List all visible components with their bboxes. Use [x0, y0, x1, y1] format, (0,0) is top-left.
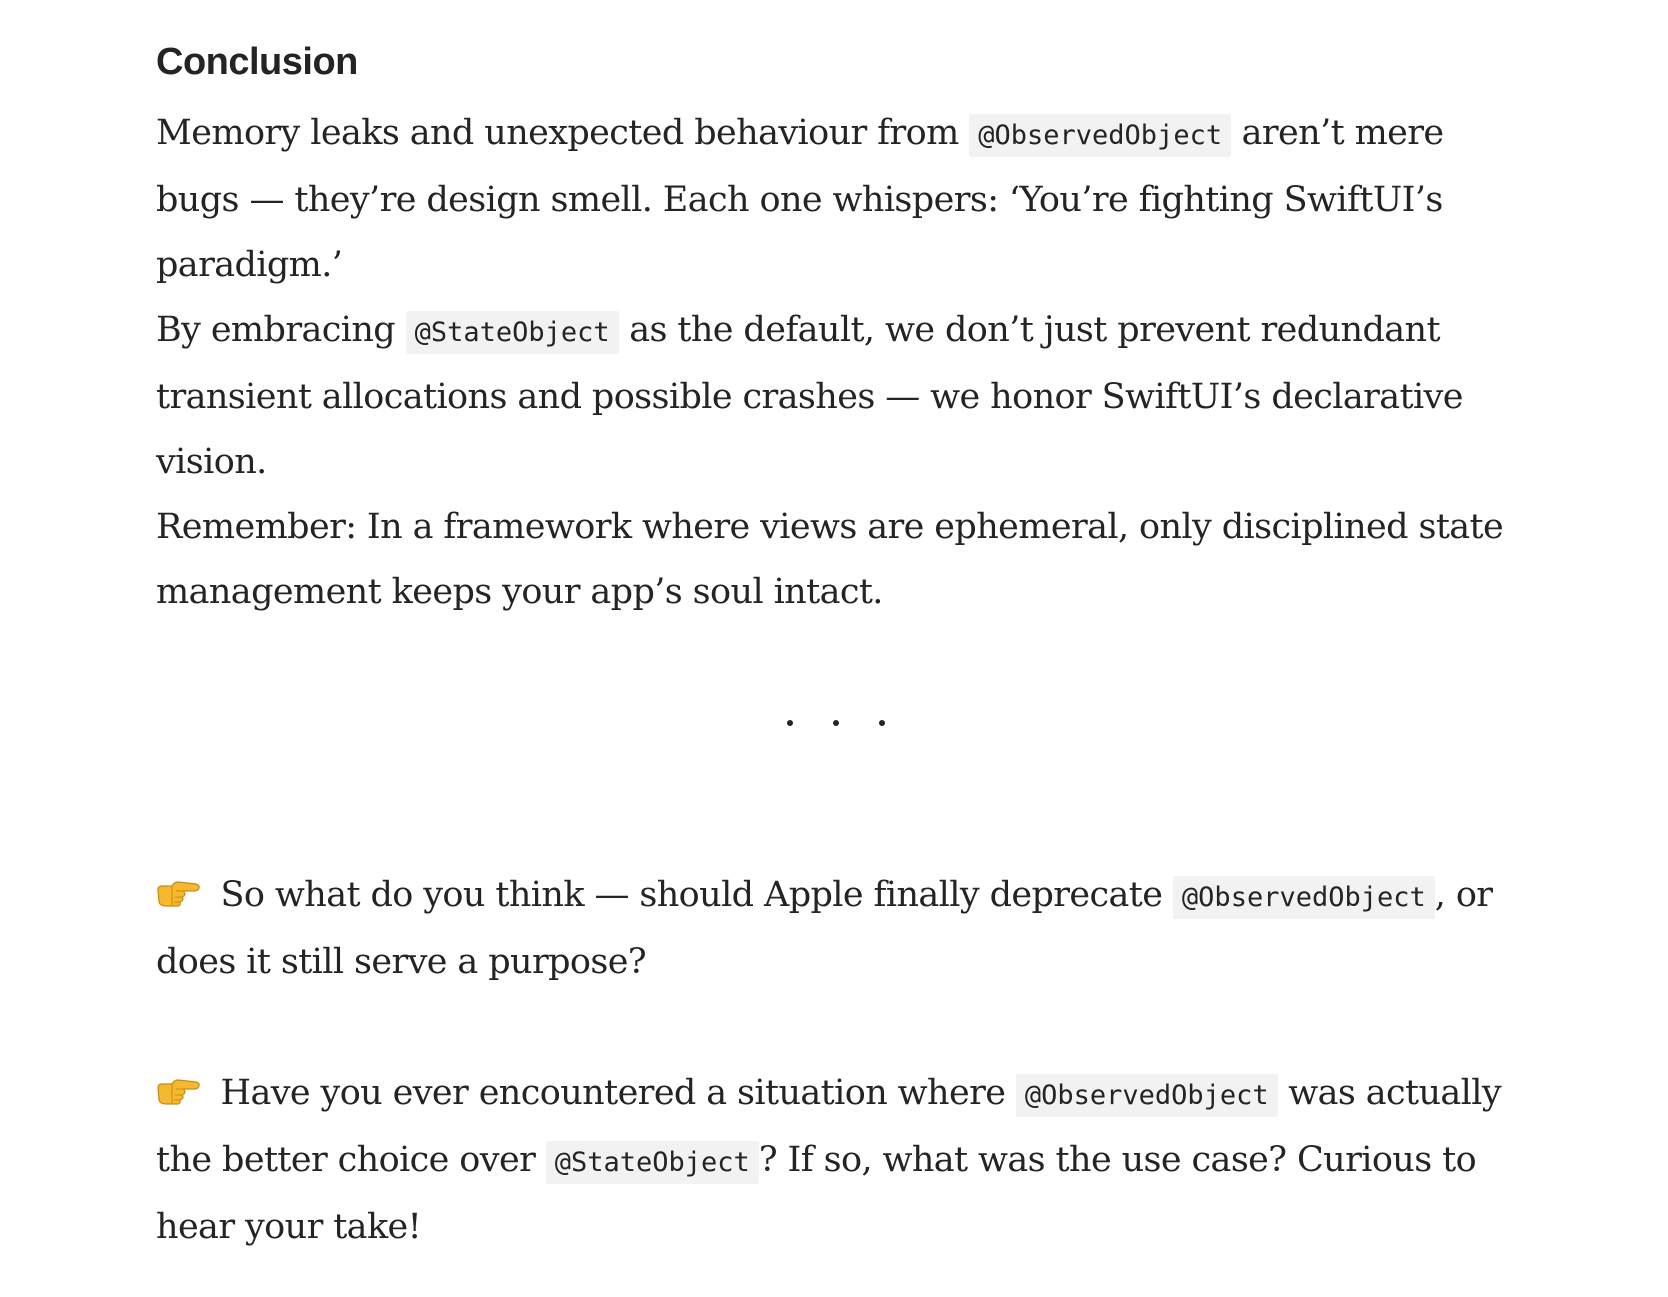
paragraph-2: [156, 298, 1516, 495]
question-1-text: So what do you think — should Apple finally deprecate: [210, 875, 1173, 915]
question-2-text: Have you ever encountered a situation where: [210, 1073, 1016, 1113]
separator-dot: [787, 720, 793, 726]
paragraph-2-text-cont: as the default, we don’t just prevent redundant transient allocations and possible crashes — we honor SwiftUI’s declarative vision.: [156, 310, 1463, 482]
question-1-text-cont: , or does it still serve a purpose?: [156, 875, 1493, 982]
separator-dot: [833, 720, 839, 726]
question-2-text-mid: was actually the better choice over: [156, 1073, 1502, 1180]
paragraph-1-text-cont: aren’t mere bugs — they’re design smell. Each one whispers: ‘You’re fighting SwiftUI’s paradigm.’: [156, 113, 1444, 285]
inline-code-observedobject: @ObservedObject: [969, 114, 1231, 157]
question-2-text-cont: ? If so, what was the use case? Curious to hear your take!: [156, 1140, 1477, 1247]
paragraph-2-text: By embracing: [156, 310, 406, 350]
separator-dot: [879, 720, 885, 726]
backhand-index-pointing-right-icon: [156, 1065, 202, 1097]
inline-code-observedobject: @ObservedObject: [1016, 1074, 1278, 1117]
paragraph-1-text: Memory leaks and unexpected behaviour from: [156, 113, 970, 153]
backhand-index-pointing-right-icon: [156, 867, 202, 899]
section-heading: Conclusion: [156, 41, 358, 83]
inline-code-stateobject: @StateObject: [546, 1141, 759, 1184]
paragraph-1: [156, 101, 1516, 298]
question-1: [156, 863, 1516, 995]
paragraph-3: Remember: In a framework where views are ephemeral, only disciplined state management keeps your app’s soul intact.: [156, 507, 1504, 612]
article-body: [156, 0, 1516, 1260]
inline-code-observedobject: @ObservedObject: [1173, 876, 1435, 919]
inline-code-stateobject: @StateObject: [406, 311, 619, 354]
question-2: [156, 1061, 1516, 1260]
section-separator: [156, 685, 1516, 755]
